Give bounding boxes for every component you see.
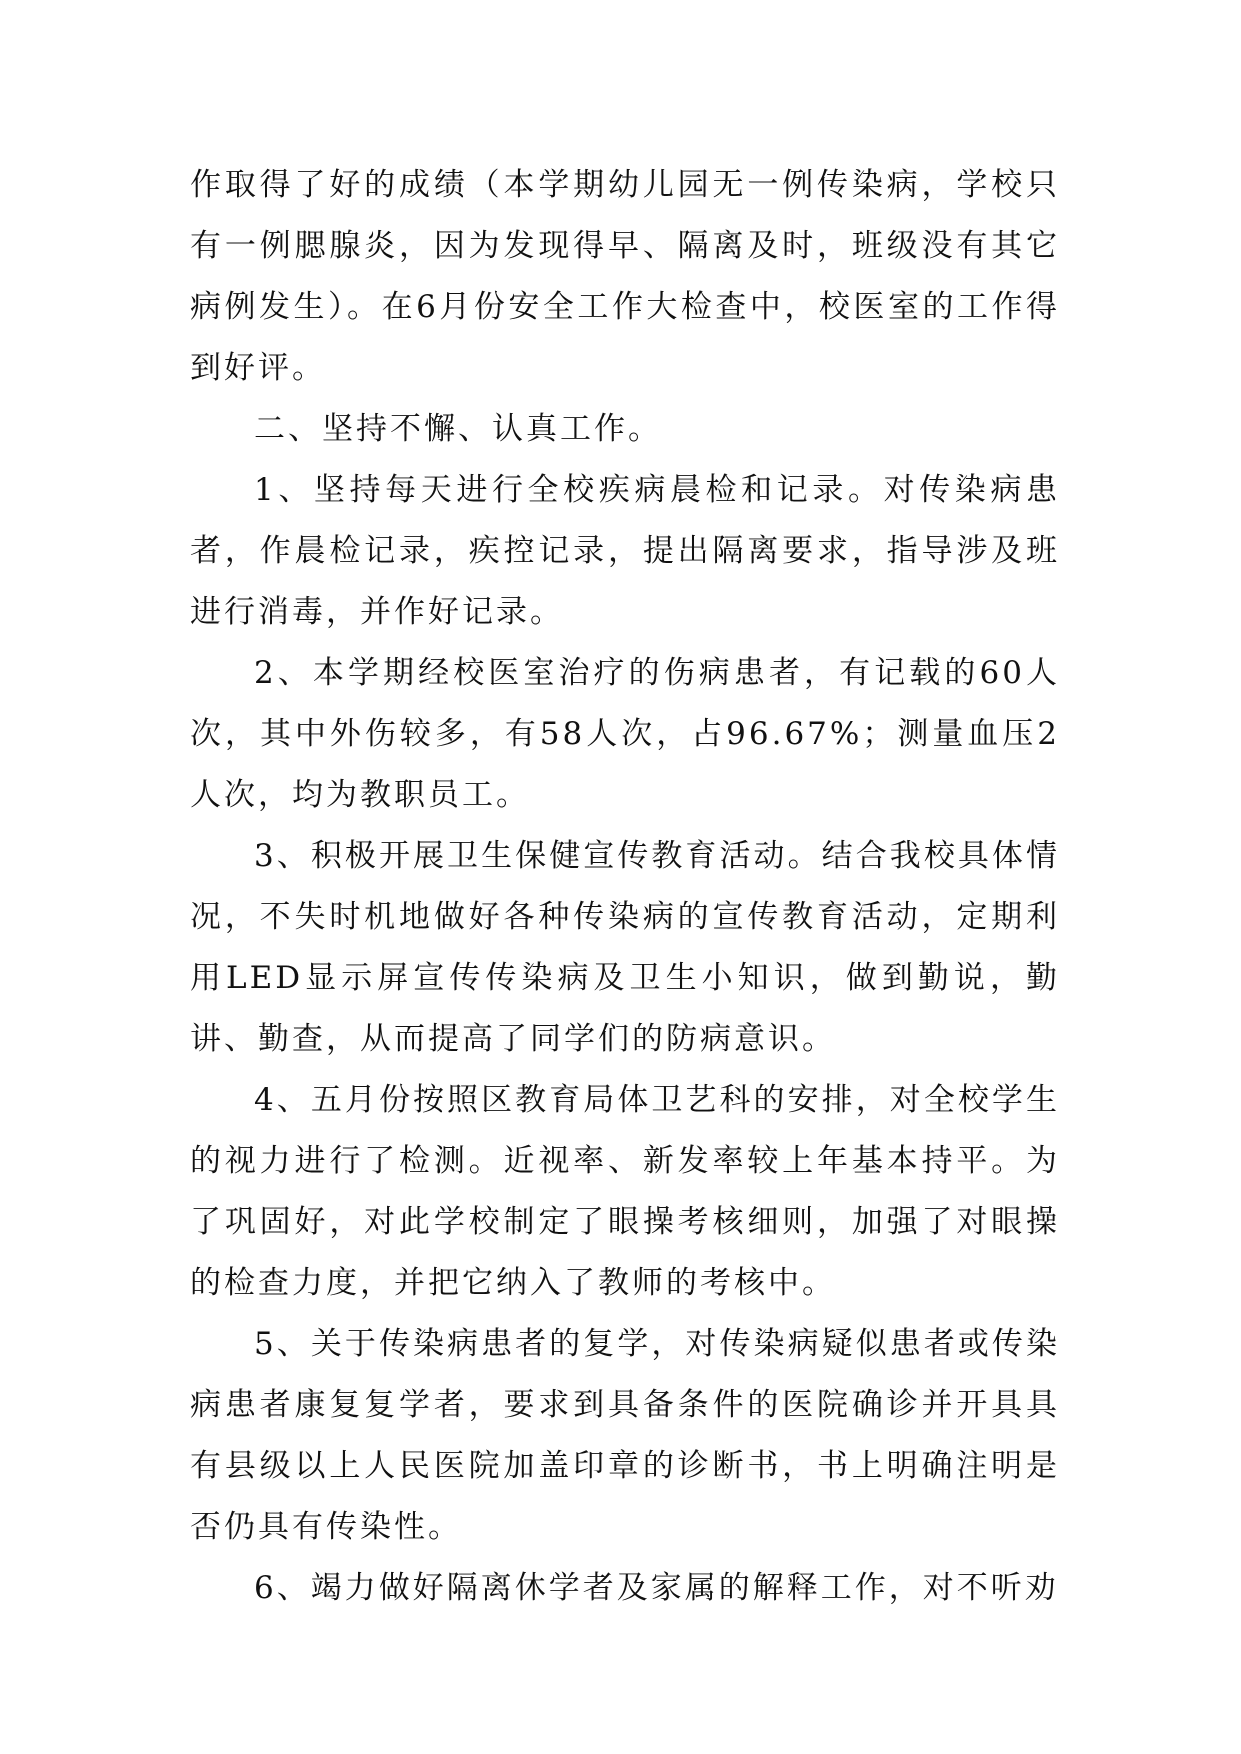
paragraph-continuation: 作取得了好的成绩（本学期幼儿园无一例传染病，学校只有一例腮腺炎，因为发现得早、隔离及时，班级没有其它病例发生）。在6月份安全工作大检查中，校医室的工作得到好评。 [190,167,1060,386]
paragraph-item-2: 2、本学期经校医室治疗的伤病患者，有记载的60人次，其中外伤较多，有58人次，占96.67%；测量血压2人次，均为教职员工。 [190,655,1060,813]
document-body [190,155,1060,1619]
paragraph-item-3: 3、积极开展卫生保健宣传教育活动。结合我校具体情况，不失时机地做好各种传染病的宣传教育活动，定期利用LED显示屏宣传传染病及卫生小知识，做到勤说，勤讲、勤查，从而提高了同学们的防病意识。 [190,838,1060,1057]
paragraph-item-6: 6、竭力做好隔离休学者及家属的解释工作，对不听劝 [254,1570,1059,1606]
paragraph-item-5: 5、关于传染病患者的复学，对传染病疑似患者或传染病患者康复复学者，要求到具备条件的医院确诊并开具具有县级以上人民医院加盖印章的诊断书，书上明确注明是否仍具有传染性。 [190,1326,1060,1545]
paragraph-item-4: 4、五月份按照区教育局体卫艺科的安排，对全校学生的视力进行了检测。近视率、新发率较上年基本持平。为了巩固好，对此学校制定了眼操考核细则，加强了对眼操的检查力度，并把它纳入了教师的考核中。 [190,1082,1060,1301]
section-heading: 二、坚持不懈、认真工作。 [254,411,662,447]
paragraph-item-1: 1、坚持每天进行全校疾病晨检和记录。对传染病患者，作晨检记录，疾控记录，提出隔离要求，指导涉及班进行消毒，并作好记录。 [190,472,1060,630]
